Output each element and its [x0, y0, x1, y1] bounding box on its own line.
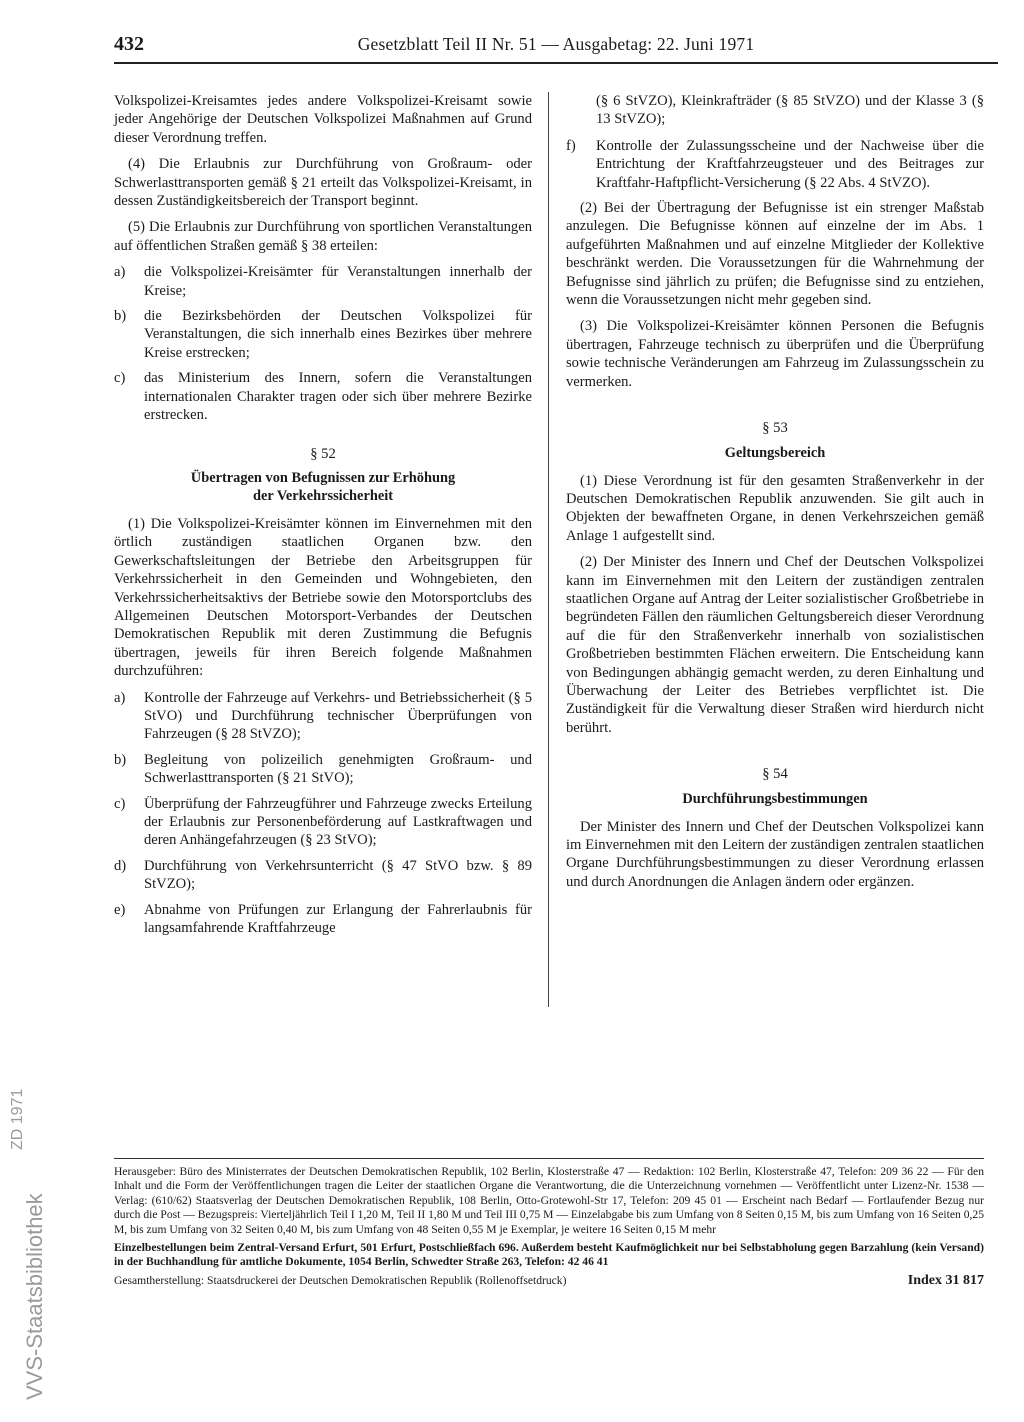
list-text: Begleitung von polizeilich genehmigten Großraum- und Schwerlasttransporten (§ 21 StVO);	[144, 751, 532, 787]
imprint-footer-line	[114, 1274, 984, 1288]
list-text: Überprüfung der Fahrzeugführer und Fahrzeuge zwecks Erteilung der Erlaubnis zur Personenbeförderung auf Lastkraftwagen und deren Anhängefahrzeugen (§ 23 StVO);	[144, 795, 532, 849]
list-text: Kontrolle der Fahrzeuge auf Verkehrs- und Betriebssicherheit (§ 5 StVO) und Durchführung technischer Überprüfungen von Fahrzeugen (§ 28 StVZO);	[144, 689, 532, 743]
list-label: c)	[114, 795, 126, 812]
paragraph-continuation: Volkspolizei-Kreisamtes jedes andere Volkspolizei-Kreisamt sowie jeder Angehörige der Deutschen Volkspolizei Maßnahmen auf Grund dieser Verordnung treffen.	[114, 93, 532, 146]
stamp-line1: VVS-Staatsbibliothek	[22, 1193, 47, 1400]
imprint-printer: Gesamtherstellung: Staatsdruckerei der Deutschen Demokratischen Republik (Rollenoffsetdruck)	[114, 1273, 567, 1287]
section-54-number: § 54	[762, 766, 788, 783]
right-column	[566, 92, 984, 899]
section-52-title-line2: der Verkehrssicherheit	[252, 487, 394, 504]
list-item	[114, 857, 532, 894]
index-number: Index 31 817	[907, 1272, 984, 1288]
page-header	[114, 28, 998, 64]
list-label: a)	[114, 264, 126, 281]
section-53-paragraph-1: (1) Diese Verordnung ist für den gesamten Straßenverkehr in der Deutschen Demokratischen Republik anzuwenden. Sie gilt auch in Objekten der bewaffneten Organe, in denen Verkehrszeichen gemäß Anlage 1 aufgestellt sind.	[566, 472, 984, 544]
list-text: die Volkspolizei-Kreisämter für Veranstaltungen innerhalb der Kreise;	[144, 264, 532, 299]
imprint-publisher: Herausgeber: Büro des Ministerrates der Deutschen Demokratischen Republik, 102 Berlin, Klosterstraße 47 — Redaktion: 102 Berlin, Klosterstraße 47, Telefon: 209 36 22 — Für den Inhalt und die Form der Veröffentlichungen tragen die Leiter der staatlichen Organe die Verantwortung, die die Unterzeichnung vornehmen — Veröffentlicht unter Lizenz-Nr. 1538 — Verlag: (610/62) Staatsverlag der Deutschen Demokratischen Republik, 108 Berlin, Otto-Grotewohl-Str 17, Telefon: 209 45 01 — Erscheint nach Bedarf — Fortlaufender Bezug nur durch die Post — Bezugspreis: Vierteljährlich Teil I 1,20 M, Teil II 1,80 M und Teil III 0,75 M — Einzelabgabe bis zum Umfang von 8 Seiten 0,15 M, bis zum Umfang von 16 Seiten 0,25 M, bis zum Umfang von 32 Seiten 0,40 M, bis zum Umfang von 48 Seiten 0,55 M je Exemplar, je weitere 16 Seiten 0,15 M mehr	[114, 1165, 984, 1236]
list-item	[566, 137, 984, 192]
list-item	[114, 751, 532, 788]
section-53-title: Geltungsbereich	[724, 444, 826, 461]
imprint-orders: Einzelbestellungen beim Zentral-Versand Erfurt, 501 Erfurt, Postschließfach 696. Außerdem besteht Kaufmöglichkeit nur bei Selbstabholung gegen Barzahlung (kein Versand) in der Buchhandlung für amtliche Dokumente, 1054 Berlin, Schwedter Straße 263, Telefon: 42 46 41	[114, 1241, 984, 1269]
list-item	[114, 263, 532, 300]
list-label: b)	[114, 308, 127, 325]
section-52-title-line1: Übertragen von Befugnissen zur Erhöhung	[190, 469, 456, 486]
stamp-line2: ZD 1971	[9, 1088, 26, 1150]
page-number: 432	[114, 33, 144, 55]
list-text: die Bezirksbehörden der Deutschen Volkspolizei für Veranstaltungen, die sich innerhalb eines Bezirkes über mehrere Kreise erstrecken;	[144, 308, 532, 361]
section-54-paragraph: Der Minister des Innern und Chef der Deutschen Volkspolizei kann im Einvernehmen mit den Leitern der zuständigen zentralen staatlichen Organe Durchführungsbestimmungen zu dieser Verordnung erlassen und durch Anordnungen die Anlagen ändern oder ergänzen.	[566, 818, 984, 890]
list-label: d)	[114, 857, 127, 874]
list-item	[114, 901, 532, 938]
list-continuation: (§ 6 StVZO), Kleinkrafträder (§ 85 StVZO) und der Klasse 3 (§ 13 StVZO);	[596, 93, 984, 128]
left-column	[114, 92, 532, 944]
section-54-title: Durchführungsbestimmungen	[682, 790, 868, 807]
list-label: a)	[114, 689, 126, 706]
paragraph-3: (3) Die Volkspolizei-Kreisämter können Personen die Befugnis übertragen, Fahrzeuge technisch zu überprüfen und die Überprüfung sowie technische Veränderungen am Fahrzeug im Zulassungsschein zu vermerken.	[566, 318, 984, 390]
list-label: b)	[114, 751, 127, 768]
list-label: f)	[566, 137, 576, 154]
list-label: c)	[114, 370, 126, 387]
section-53-number: § 53	[762, 420, 788, 437]
paragraph-2: (2) Bei der Übertragung der Befugnisse ist ein strenger Maßstab anzulegen. Die Befugnisse können auf einzelne der im Abs. 1 aufgeführten Maßnahmen und auf einzelne Mitglieder der Kollektive beschränkt werden. Die Voraussetzungen für die Wahrnehmung der Befugnisse sind jährlich zu prüfen; die Befugnisse sind zu entziehen, wenn die Voraussetzungen nicht mehr gegeben sind.	[566, 200, 984, 309]
section-52-number: § 52	[310, 445, 336, 462]
list-text: Kontrolle der Zulassungsscheine und der Nachweise über die Entrichtung der Kraftfahrzeugsteuer und des Beitrages zur Kraftfahr-Haftpflicht-Versicherung (§ 22 Abs. 4 StVZO).	[596, 137, 984, 191]
gazette-title: Gesetzblatt Teil II Nr. 51 — Ausgabetag: 22. Juni 1971	[357, 34, 755, 54]
list-text: Abnahme von Prüfungen zur Erlangung der Fahrerlaubnis für langsamfahrende Kraftfahrzeuge	[144, 901, 532, 937]
section-52-paragraph-1: (1) Die Volkspolizei-Kreisämter können im Einvernehmen mit den örtlich zuständigen staatlichen Organen bzw. den Gewerkschaftsleitungen der Betriebe den Arbeitsgruppen für Verkehrssicherheit in den Gemeinden und Wohngebieten, den Verkehrssicherheitsaktivs der Betriebe sowie den Motorsportclubs des Allgemeinen Deutschen Motorsport-Verbandes der Deutschen Demokratischen Republik mit deren Zustimmung die Befugnis übertragen, jeweils für ihren Bereich folgende Maßnahmen durchzuführen:	[114, 515, 532, 680]
list-item	[114, 795, 532, 850]
paragraph-5: (5) Die Erlaubnis zur Durchführung von sportlichen Veranstaltungen auf öffentlichen Straßen gemäß § 38 erteilen:	[114, 219, 532, 254]
list-item	[114, 369, 532, 424]
list-item	[114, 689, 532, 744]
column-divider	[548, 92, 549, 1007]
section-52-title	[114, 469, 532, 505]
list-text: Durchführung von Verkehrsunterricht (§ 47 StVO bzw. § 89 StVZO);	[144, 857, 532, 893]
list-label: e)	[114, 901, 126, 918]
library-stamp	[2, 1000, 122, 1410]
list-item	[114, 307, 532, 362]
list-text: das Ministerium des Innern, sofern die Veranstaltungen internationalen Charakter tragen oder sich über mehrere Bezirke erstrecken.	[144, 370, 532, 424]
imprint-block	[114, 1158, 984, 1288]
paragraph-4: (4) Die Erlaubnis zur Durchführung von Großraum- oder Schwerlasttransporten gemäß § 21 erteilt das Volkspolizei-Kreisamt, in dessen Zuständigkeitsbereich der Transport beginnt.	[114, 156, 532, 210]
section-53-paragraph-2: (2) Der Minister des Innern und Chef der Deutschen Volkspolizei kann im Einvernehmen mit den Leitern der zuständigen zentralen staatlichen Organe auf Antrag der Leiter sozialistischer Großbetriebe in begründeten Fällen den räumlichen Geltungsbereich dieser Verordnung auf die für den Straßenverkehr innerhalb von sozialistischen Großbetrieben bestimmten Flächen erweitern. Die Entscheidung kann von Bedingungen abhängig gemacht werden, zu deren Einhaltung und Überwachung der Leiter des Betriebes verpflichtet ist. Die Zuständigkeit für die Verwaltung dieser Straßen wird hierdurch nicht berührt.	[566, 554, 984, 736]
